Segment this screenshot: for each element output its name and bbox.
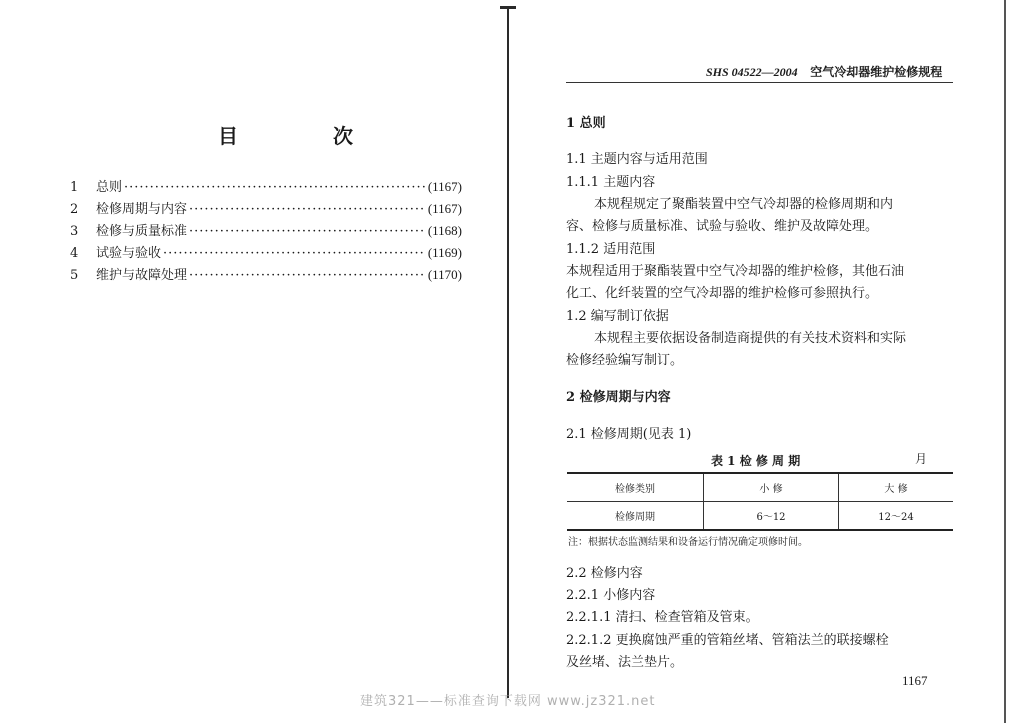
section-2-1-heading: 2.1 检修周期(见表 1) — [566, 427, 692, 442]
toc-entry[interactable] — [70, 220, 462, 242]
toc-entry[interactable] — [70, 242, 462, 264]
toc-entry-number: 4 — [70, 246, 79, 261]
toc-entry-page: (1168) — [427, 223, 462, 238]
table-header-cell: 检修类别 — [567, 473, 704, 502]
toc-entry-page: (1167) — [427, 179, 462, 194]
toc-entry-label: 维护与故障处理 — [96, 268, 188, 283]
table-note: 注：根据状态监测结果和设备运行情况确定项修时间。 — [568, 537, 808, 548]
toc-entry-page: (1167) — [427, 201, 462, 216]
toc-entry-label: 总则 — [96, 180, 123, 195]
toc-leader-dots — [163, 246, 426, 261]
toc-entry[interactable] — [70, 198, 462, 220]
page-edge — [1004, 0, 1006, 723]
table-header-cell: 小 修 — [704, 473, 839, 502]
table-cell: 检修周期 — [567, 502, 704, 531]
document-title: 空气冷却器维护检修规程 — [810, 65, 943, 79]
section-1-1-2-heading: 1.1.2 适用范围 — [566, 242, 656, 257]
toc-entry-page: (1169) — [427, 245, 462, 260]
table-row — [567, 502, 953, 531]
section-1-1-heading: 1.1 主题内容与适用范围 — [566, 152, 708, 167]
section-2-2-1-2-item: 2.2.1.2 更换腐蚀严重的管箱丝堵、管箱法兰的联接螺栓 — [566, 633, 889, 648]
section-2-2-1-1-item: 2.2.1.1 清扫、检查管箱及管束。 — [566, 610, 759, 625]
paragraph-line: 本规程适用于聚酯装置中空气冷却器的维护检修，其他石油 — [566, 264, 905, 279]
table-cell: 12～24 — [839, 502, 954, 531]
left-page — [0, 0, 508, 723]
paragraph-line: 检修经验编写制订。 — [566, 353, 684, 368]
table-header-cell: 大 修 — [839, 473, 954, 502]
section-1-2-heading: 1.2 编写制订依据 — [566, 309, 669, 324]
section-2-2-1-heading: 2.2.1 小修内容 — [566, 588, 656, 603]
running-header — [706, 63, 942, 80]
toc-entry-label: 试验与验收 — [96, 246, 162, 261]
paragraph-line: 化工、化纤装置的空气冷却器的维护检修可参照执行。 — [566, 286, 879, 301]
header-rule — [566, 82, 953, 83]
toc-entry-number: 3 — [70, 224, 79, 239]
table-cell: 6～12 — [704, 502, 839, 531]
toc-entry-number: 2 — [70, 202, 79, 217]
table-unit: 月 — [915, 452, 928, 466]
toc-entry-label: 检修与质量标准 — [96, 224, 188, 239]
standard-number: SHS 04522—2004 — [706, 65, 798, 79]
section-2-heading: 2 检修周期与内容 — [566, 390, 671, 405]
toc-leader-dots — [124, 180, 426, 195]
toc-entry-number: 5 — [70, 268, 79, 283]
section-1-1-1-heading: 1.1.1 主题内容 — [566, 175, 656, 190]
paragraph-line: 及丝堵、法兰垫片。 — [566, 655, 684, 670]
toc-entry-label: 检修周期与内容 — [96, 202, 188, 217]
toc-leader-dots — [189, 268, 426, 283]
maintenance-period-table — [567, 472, 953, 531]
book-spine — [507, 8, 509, 698]
paragraph-line: 本规程主要依据设备制造商提供的有关技术资料和实际 — [594, 331, 907, 346]
paragraph-line: 本规程规定了聚酯装置中空气冷却器的检修周期和内 — [594, 197, 894, 212]
toc-entry[interactable] — [70, 264, 462, 286]
toc-entry-number: 1 — [70, 180, 79, 195]
site-watermark: 建筑321——标准查询下载网 www.jz321.net — [360, 694, 656, 709]
section-2-2-heading: 2.2 检修内容 — [566, 566, 643, 581]
page-number: 1167 — [902, 673, 928, 688]
toc-entry-page: (1170) — [427, 267, 462, 282]
section-1-heading: 1 总则 — [566, 116, 606, 131]
toc-title: 目 次 — [218, 124, 397, 148]
table-header-row — [567, 473, 953, 502]
toc-list — [70, 176, 462, 286]
toc-leader-dots — [189, 202, 426, 217]
toc-leader-dots — [189, 224, 426, 239]
toc-entry[interactable] — [70, 176, 462, 198]
paragraph-line: 容、检修与质量标准、试验与验收、维护及故障处理。 — [566, 219, 879, 234]
table-caption: 表 1 检 修 周 期 — [711, 454, 801, 468]
